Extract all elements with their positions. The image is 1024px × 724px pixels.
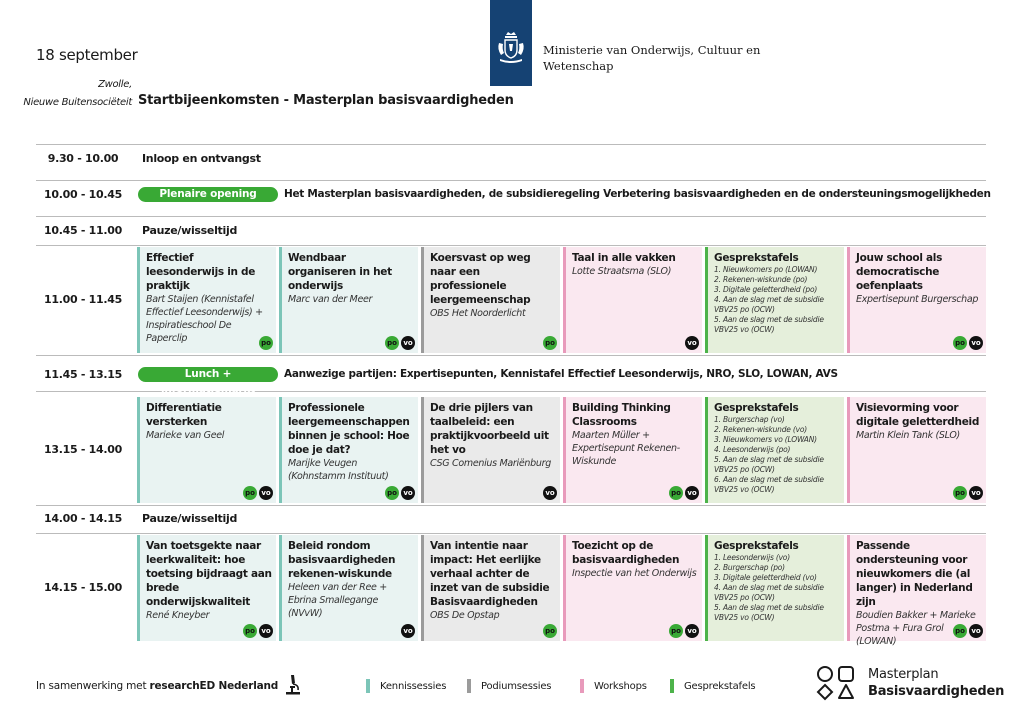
masterplan-line-1: Masterplan	[868, 667, 939, 682]
list-item: 1. Leesonderwijs (vo)	[714, 553, 790, 562]
list-item: 3. Digitale geletterdheid (vo)	[714, 573, 817, 582]
row-description: Pauze/wisseltijd	[142, 512, 238, 525]
session-title: De drie pijlers van taalbeleid: een praktijkvoorbeeld uit het vo	[430, 402, 549, 456]
session-type-pill: Lunch + informatiemarkt	[138, 367, 278, 382]
list-item: 4. Aan de slag met de subsidie VBV25 po (OCW)	[714, 583, 824, 602]
session-title: Beleid rondom basisvaardigheden rekenen-wiskunde	[288, 540, 396, 580]
time-slot: 11.45 - 13.15	[44, 368, 122, 381]
session-title: Gesprekstafels	[714, 540, 799, 552]
session-card	[847, 247, 986, 353]
masterplan-logo-icon	[816, 665, 856, 701]
po-badge: po	[669, 624, 683, 638]
level-badges	[543, 336, 557, 350]
legend-item	[467, 679, 551, 693]
legend-swatch	[670, 679, 674, 693]
level-badges	[543, 486, 557, 500]
time-slot: 13.15 - 14.00	[44, 443, 122, 456]
list-item: 5. Aan de slag met de subsidie VBV25 vo (OCW)	[714, 315, 824, 334]
session-speaker: Lotte Straatsma (SLO)	[572, 266, 672, 277]
session-card	[847, 397, 986, 503]
level-badges	[669, 624, 699, 638]
session-speaker: OBS De Opstap	[430, 610, 500, 621]
session-title: Building Thinking Classrooms	[572, 402, 671, 428]
level-badges	[669, 486, 699, 500]
po-badge: po	[259, 336, 273, 350]
row-divider	[36, 533, 986, 534]
session-title: Gesprekstafels	[714, 402, 799, 414]
row-description: Inloop en ontvangst	[142, 152, 261, 165]
vo-badge: vo	[969, 486, 983, 500]
legend-label: Gesprekstafels	[684, 680, 756, 692]
vo-badge: vo	[969, 336, 983, 350]
collaboration-note	[36, 680, 278, 692]
list-item: 2. Rekenen-wiskunde (po)	[714, 275, 808, 284]
coat-of-arms-icon	[496, 31, 526, 65]
row-divider	[36, 180, 986, 181]
session-speaker: René Kneyber	[146, 610, 210, 621]
list-item: 4. Aan de slag met de subsidie VBV25 po (OCW)	[714, 295, 824, 314]
list-item: 3. Digitale geletterdheid (po)	[714, 285, 818, 294]
row-divider	[36, 505, 986, 506]
session-speaker: Marijke Veugen (Kohnstamm Instituut)	[288, 458, 389, 482]
table-topics-list	[714, 553, 840, 623]
session-speaker: Inspectie van het Onderwijs	[572, 568, 697, 579]
list-item: 5. Aan de slag met de subsidie VBV25 po (OCW)	[714, 455, 824, 474]
ministry-line-2: Wetenschap	[543, 59, 614, 73]
session-speaker: Maarten Müller + Expertisepunt Rekenen-Wiskunde	[572, 430, 680, 467]
time-slot: 10.45 - 11.00	[44, 224, 122, 237]
po-badge: po	[243, 486, 257, 500]
legend-swatch	[467, 679, 471, 693]
level-badges	[401, 624, 415, 638]
po-badge: po	[953, 486, 967, 500]
session-title: Visievorming voor digitale geletterdheid	[856, 402, 980, 428]
po-badge: po	[669, 486, 683, 500]
legend-label: Podiumsessies	[481, 680, 552, 692]
level-badges	[953, 336, 983, 350]
level-badges	[953, 486, 983, 500]
level-badges	[243, 486, 273, 500]
session-title: Koersvast op weg naar een professionele leergemeenschap	[430, 252, 531, 306]
masterplan-line-2: Basisvaardigheden	[868, 684, 1005, 699]
legend-item	[366, 679, 446, 693]
session-card	[563, 247, 702, 353]
ministry-name	[543, 42, 760, 74]
session-card	[137, 397, 276, 503]
vo-badge: vo	[401, 624, 415, 638]
session-title: Toezicht op de basisvaardigheden	[572, 540, 680, 566]
session-speaker: Heleen van der Ree + Ebrina Smallegange (NVvW)	[288, 582, 387, 619]
session-card	[137, 535, 276, 641]
row-divider	[36, 144, 986, 145]
session-title: Wendbaar organiseren in het onderwijs	[288, 252, 392, 292]
session-title: Van intentie naar impact: Het eerlijke verhaal achter de inzet van de subsidie Basisvaardigheden	[430, 540, 550, 608]
session-speaker: Marieke van Geel	[146, 430, 225, 441]
page-title: Startbijeenkomsten - Masterplan basisvaardigheden	[138, 93, 514, 108]
event-date: 18 september	[36, 46, 138, 64]
vo-badge: vo	[543, 486, 557, 500]
level-badges	[259, 336, 273, 350]
time-slot: 11.00 - 11.45	[44, 293, 122, 306]
session-card	[847, 535, 986, 647]
table-topics-list	[714, 265, 840, 335]
vo-badge: vo	[401, 486, 415, 500]
session-speaker: Expertisepunt Burgerschap	[856, 294, 979, 305]
level-badges	[685, 336, 699, 350]
row-description: Pauze/wisseltijd	[142, 224, 238, 237]
session-speaker: CSG Comenius Mariënburg	[430, 458, 551, 469]
legend-swatch	[366, 679, 370, 693]
session-card	[421, 535, 560, 641]
session-card	[421, 397, 560, 503]
session-card	[705, 247, 844, 353]
po-badge: po	[953, 336, 967, 350]
vo-badge: vo	[259, 486, 273, 500]
vo-badge: vo	[969, 624, 983, 638]
session-card	[279, 397, 418, 503]
level-badges	[953, 624, 983, 638]
legend-swatch	[580, 679, 584, 693]
list-item: 1. Burgerschap (vo)	[714, 415, 785, 424]
legend-item	[580, 679, 647, 693]
session-type-pill: Plenaire opening	[138, 187, 278, 202]
po-badge: po	[543, 624, 557, 638]
po-badge: po	[543, 336, 557, 350]
level-badges	[243, 624, 273, 638]
ministry-line-1: Ministerie van Onderwijs, Cultuur en	[543, 43, 761, 57]
session-card	[563, 535, 702, 641]
row-description: Aanwezige partijen: Expertisepunten, Kennistafel Effectief Leesonderwijs, NRO, SLO, LOWAN, AVS	[284, 368, 838, 380]
po-badge: po	[953, 624, 967, 638]
row-description: Het Masterplan basisvaardigheden, de subsidieregeling Verbetering basisvaardigheden en de ondersteuningsmogelijkheden	[284, 188, 991, 200]
time-slot: 14.00 - 14.15	[44, 512, 122, 525]
legend-item	[670, 679, 755, 693]
session-speaker: Martin Klein Tank (SLO)	[856, 430, 960, 441]
session-title: Passende ondersteuning voor nieuwkomers die (al langer) in Nederland zijn	[856, 540, 973, 608]
vo-badge: vo	[259, 624, 273, 638]
row-divider	[36, 216, 986, 217]
vo-badge: vo	[685, 486, 699, 500]
location-venue: Nieuwe Buitensociëteit	[23, 97, 132, 108]
list-item: 1. Nieuwkomers po (LOWAN)	[714, 265, 818, 274]
list-item: 2. Rekenen-wiskunde (vo)	[714, 425, 807, 434]
session-title: Taal in alle vakken	[572, 252, 676, 264]
list-item: 4. Leesonderwijs (po)	[714, 445, 791, 454]
table-topics-list	[714, 415, 840, 495]
collab-partner: researchED Nederland	[149, 680, 279, 692]
session-title: Van toetsgekte naar leerkwaliteit: hoe toetsing bijdraagt aan brede onderwijskwaliteit	[146, 540, 272, 608]
session-title: Effectief leesonderwijs in de praktijk	[146, 252, 256, 292]
location-city: Zwolle,	[98, 79, 132, 90]
masterplan-brand	[868, 666, 1004, 700]
list-item: 3. Nieuwkomers vo (LOWAN)	[714, 435, 817, 444]
vo-badge: vo	[401, 336, 415, 350]
session-card	[421, 247, 560, 353]
level-badges	[385, 336, 415, 350]
session-title: Gesprekstafels	[714, 252, 799, 264]
po-badge: po	[385, 486, 399, 500]
event-location	[23, 76, 132, 112]
vo-badge: vo	[685, 624, 699, 638]
level-badges	[385, 486, 415, 500]
microscope-icon	[284, 674, 302, 696]
session-title: Differentiatie versterken	[146, 402, 222, 428]
list-item: 2. Burgerschap (po)	[714, 563, 785, 572]
list-item: 6. Aan de slag met de subsidie VBV25 vo (OCW)	[714, 475, 824, 494]
time-slot: 14.15 - 15.00	[44, 581, 122, 594]
collab-prefix: In samenwerking met	[36, 680, 150, 692]
list-item: 5. Aan de slag met de subsidie VBV25 vo (OCW)	[714, 603, 824, 622]
session-card	[705, 397, 844, 503]
legend-label: Kennissessies	[380, 680, 447, 692]
legend-label: Workshops	[594, 680, 647, 692]
row-divider	[36, 245, 986, 246]
rijksoverheid-logo	[490, 0, 532, 86]
session-card	[705, 535, 844, 641]
po-badge: po	[243, 624, 257, 638]
row-divider	[36, 355, 986, 356]
session-card	[137, 247, 276, 353]
time-slot: 9.30 - 10.00	[47, 152, 119, 165]
session-card	[279, 247, 418, 353]
po-badge: po	[385, 336, 399, 350]
session-speaker: OBS Het Noorderlicht	[430, 308, 526, 319]
session-speaker: Boudien Bakker + Marieke Postma + Fura Grol (LOWAN)	[856, 610, 976, 647]
session-speaker: Marc van der Meer	[288, 294, 373, 305]
session-title: Jouw school als democratische oefenplaats	[856, 252, 943, 292]
level-badges	[543, 624, 557, 638]
vo-badge: vo	[685, 336, 699, 350]
session-title: Professionele leergemeenschappen binnen je school: Hoe doe je dat?	[288, 402, 410, 456]
session-card	[563, 397, 702, 503]
time-slot: 10.00 - 10.45	[44, 188, 122, 201]
session-speaker: Bart Staijen (Kennistafel Effectief Leesonderwijs) + Inspiratieschool De Paperclip	[146, 294, 263, 344]
session-card	[279, 535, 418, 641]
